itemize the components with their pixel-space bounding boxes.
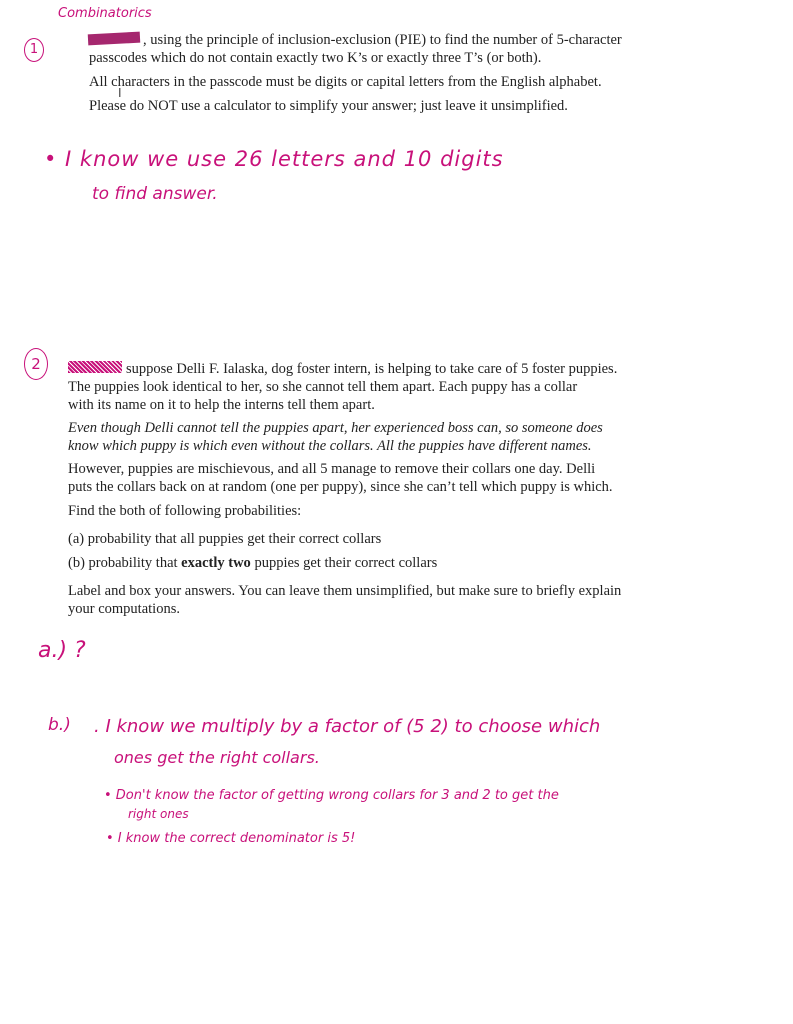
text-cursor-icon: I — [118, 86, 122, 100]
q2-intro-1: suppose Delli F. Ialaska, dog foster intern, is helping to take care of 5 foster puppies. — [126, 361, 618, 377]
q2-part-a: (a) probability that all puppies get their correct collars — [68, 531, 382, 547]
q1-handwritten-note-2: to find answer. — [92, 184, 218, 204]
answer-b-line-4: right ones — [128, 807, 189, 821]
q1-line-1: , using the principle of inclusion-exclusion (PIE) to find the number of 5-character — [143, 32, 622, 48]
question-2-text — [68, 360, 653, 618]
question-1-marker — [24, 38, 44, 62]
q1-line-3: All characters in the passcode must be digits or capital letters from the English alphabet. — [89, 74, 602, 90]
q1-line-4: Please do NOT use a calculator to simplify your answer; just leave it unsimplified. — [89, 98, 568, 114]
answer-b-line-3: • Don't know the factor of getting wrong collars for 3 and 2 to get the — [104, 788, 559, 803]
q2-italic-1: Even though Delli cannot tell the puppies apart, her experienced boss can, so someone does — [68, 420, 603, 436]
question-2-number: 2 — [31, 355, 41, 373]
answer-b-line-2: ones get the right collars. — [114, 748, 320, 767]
q2-find: Find the both of following probabilities: — [68, 503, 302, 519]
q1-line-2: passcodes which do not contain exactly two K’s or exactly three T’s (or both). — [89, 50, 542, 66]
answer-a: a.) ? — [38, 638, 86, 663]
answer-b-line-1: . I know we multiply by a factor of (5 2) to choose which — [94, 716, 601, 737]
question-1-text — [89, 31, 699, 115]
q2-part-b-prefix: (b) probability that — [68, 555, 178, 571]
question-1-number: 1 — [29, 42, 39, 57]
q2-part-b-suffix: puppies get their correct collars — [254, 555, 438, 571]
q2-body-2: puts the collars back on at random (one per puppy), since she can’t tell which puppy is which. — [68, 479, 613, 495]
question-2-marker — [24, 348, 48, 380]
q2-part-b-emphasis: exactly two — [181, 555, 251, 571]
q2-closing-1: Label and box your answers. You can leave them unsimplified, but make sure to briefly explain — [68, 583, 622, 599]
q2-italic-2: know which puppy is which even without the collars. All the puppies have different names. — [68, 438, 592, 454]
q2-closing-2: your computations. — [68, 601, 180, 617]
answer-b-label: b.) — [48, 715, 71, 735]
topic-heading: Combinatorics — [58, 6, 152, 21]
q1-handwritten-note-1: • I know we use 26 letters and 10 digits — [44, 147, 504, 171]
q2-intro-3: with its name on it to help the interns tell them apart. — [68, 397, 375, 413]
q2-body-1: However, puppies are mischievous, and all 5 manage to remove their collars one day. Delli — [68, 461, 596, 477]
answer-b-line-5: • I know the correct denominator is 5! — [106, 831, 356, 846]
q2-intro-2: The puppies look identical to her, so she cannot tell them apart. Each puppy has a collar — [68, 379, 578, 395]
